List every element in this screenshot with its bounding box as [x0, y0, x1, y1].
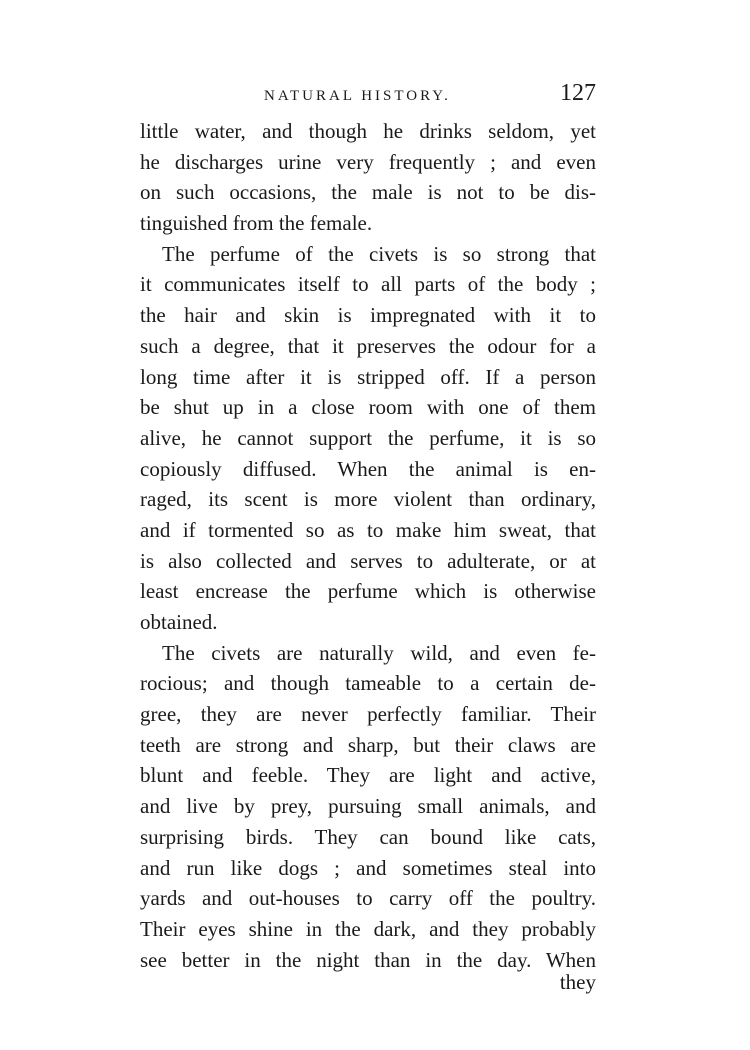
text-line: is also collected and serves to adulterate, or at	[140, 548, 596, 573]
text-line: on such occasions, the male is not to be dis-	[140, 180, 596, 205]
text-line: least encrease the perfume which is otherwise	[140, 579, 596, 604]
text-line: rocious; and though tameable to a certain de-	[140, 671, 596, 696]
text-line: and if tormented so as to make him sweat, that	[140, 517, 596, 542]
text-line: be shut up in a close room with one of them	[140, 395, 596, 420]
text-line: blunt and feeble. They are light and active,	[140, 763, 596, 788]
page-number: 127	[560, 80, 596, 106]
text-line: such a degree, that it preserves the odour for a	[140, 333, 596, 358]
text-line: Their eyes shine in the dark, and they probably	[140, 916, 596, 941]
text-line: The civets are naturally wild, and even fe-	[162, 640, 596, 665]
body-text	[140, 116, 596, 975]
text-line: surprising birds. They can bound like cats,	[140, 824, 596, 849]
text-line: little water, and though he drinks seldom, yet	[140, 119, 596, 143]
running-head	[140, 80, 596, 112]
running-title: NATURAL HISTORY.	[264, 88, 451, 104]
text-line: copiously diffused. When the animal is en-	[140, 456, 596, 481]
text-line: obtained.	[140, 610, 218, 634]
text-line: alive, he cannot support the perfume, it is so	[140, 425, 596, 450]
text-line: the hair and skin is impregnated with it to	[140, 303, 596, 328]
text-line: long time after it is stripped off. If a person	[140, 364, 596, 389]
text-line: raged, its scent is more violent than ordinary,	[140, 487, 596, 512]
text-line: it communicates itself to all parts of the body ;	[140, 272, 596, 297]
text-line: teeth are strong and sharp, but their claws are	[140, 732, 596, 757]
text-line: he discharges urine very frequently ; and even	[140, 149, 596, 174]
text-line: and run like dogs ; and sometimes steal into	[140, 855, 596, 880]
text-line: and live by prey, pursuing small animals, and	[140, 794, 596, 819]
text-line: see better in the night than in the day. When	[140, 947, 596, 972]
text-line: tinguished from the female.	[140, 211, 373, 236]
text-line: gree, they are never perfectly familiar. Their	[140, 702, 596, 727]
catchword: they	[559, 970, 596, 994]
text-line: yards and out-houses to carry off the poultry.	[140, 886, 596, 911]
text-line: The perfume of the civets is so strong that	[162, 241, 596, 266]
